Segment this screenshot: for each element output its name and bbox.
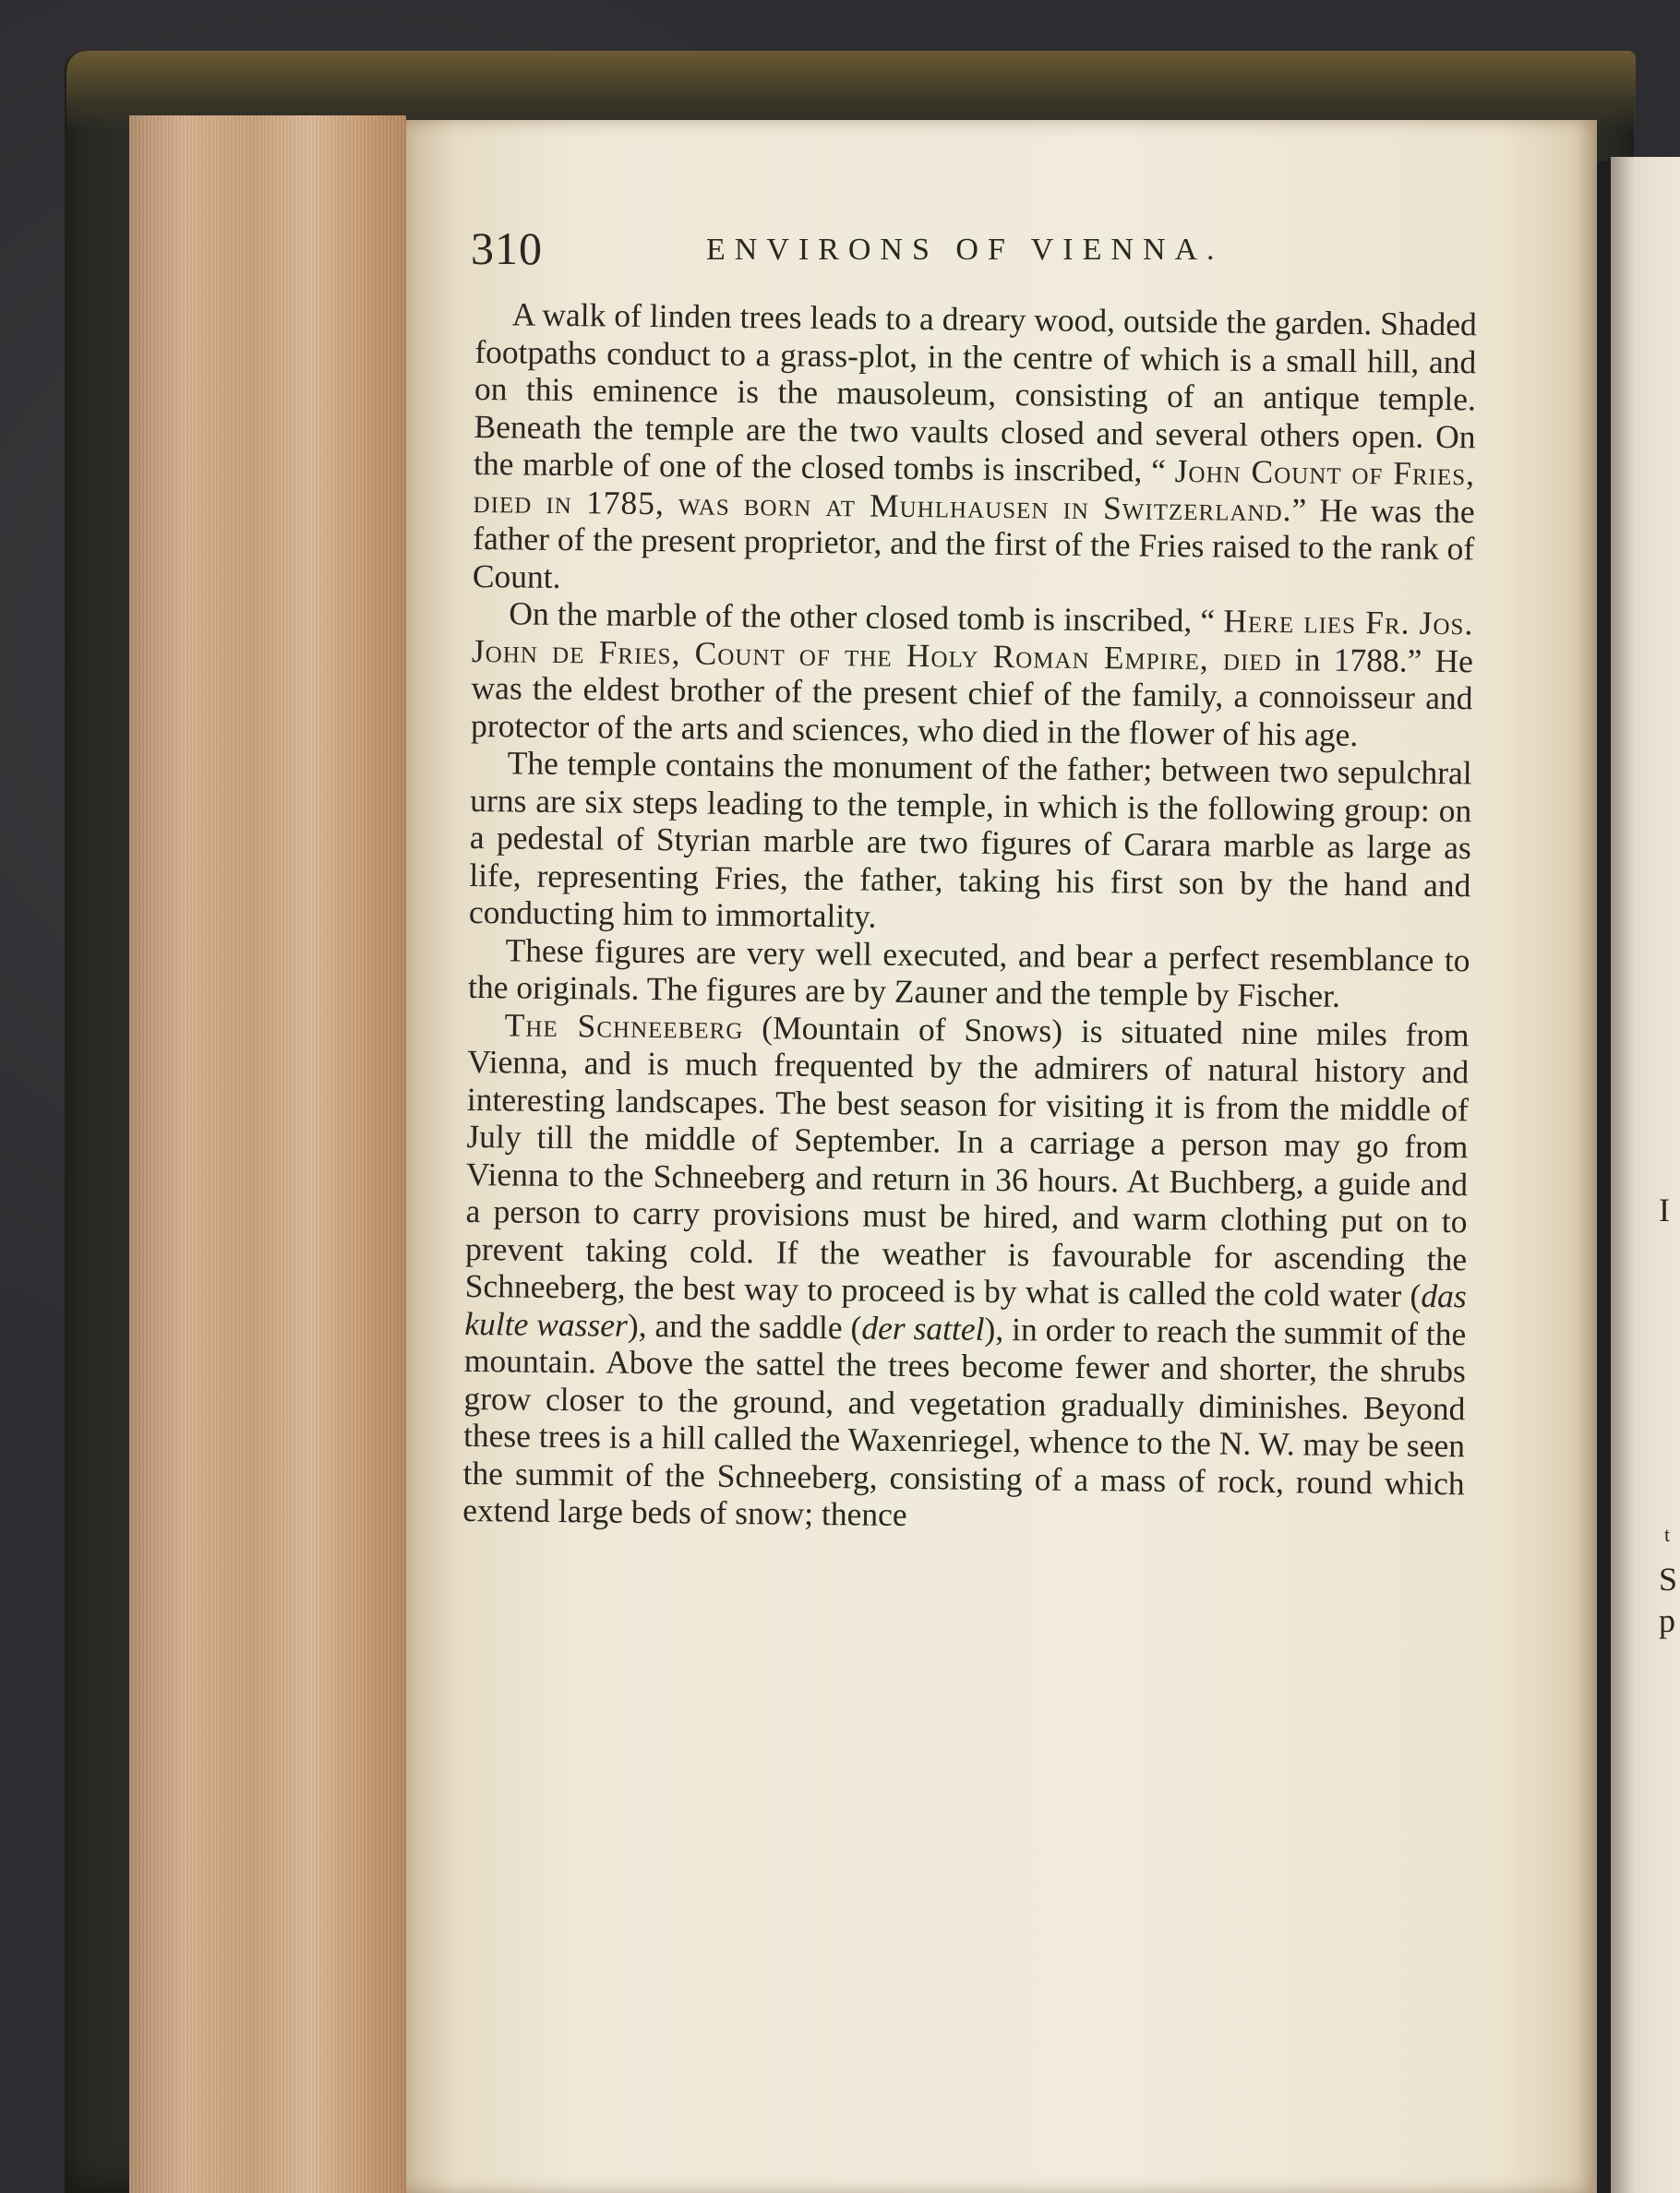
- page-number: 310: [471, 222, 543, 274]
- page-body: [462, 295, 1477, 1540]
- paragraph-text: ” He was the father of the present proprietor, and the first of the Fries raised to the rank of Count.: [472, 490, 1475, 595]
- paragraph: [462, 1005, 1470, 1539]
- foreign-term: der sattel: [861, 1308, 985, 1348]
- running-head: ENVIRONS OF VIENNA.: [706, 233, 1224, 267]
- section-lead: The Schneeberg: [504, 1005, 744, 1046]
- paragraph-text: A walk of linden trees leads to a dreary wood, outside the garden. Shaded footpaths conduct to a grass-plot, in the centre of which is a small hill, and on this eminence is the mausoleum, consisting of an antique temple. Beneath the temple are the two vaults closed and several others open. On the marble of one of the closed tombs is inscribed, “: [473, 295, 1477, 489]
- paragraph-text: On the marble of the other closed tomb is inscribed, “: [509, 594, 1224, 640]
- page-header: [471, 222, 1542, 286]
- paragraph-text: in 1788.” He was the eldest brother of the present chief of the family, a connoisseur and protector of the arts and sciences, who died in the flower of his age.: [470, 640, 1474, 753]
- facing-page: [1611, 157, 1680, 2193]
- inscription-text: John Count of Fries, died in 1785, was born at Muhlhausen in Switzerland.: [473, 451, 1476, 528]
- paragraph: These figures are very well executed, and bear a perfect resemblance to the originals. The figures are by Zauner and the temple by Fischer.: [467, 930, 1470, 1014]
- facing-page-fragment: S: [1659, 1561, 1678, 1598]
- paragraph: [471, 594, 1474, 754]
- inscription-text: Here lies Fr. Jos. John de Fries, Count of the Holy Roman Empire, died: [471, 602, 1474, 677]
- facing-page-fragment: t: [1664, 1523, 1671, 1546]
- paragraph: [473, 295, 1477, 605]
- paragraph-text: ), and the saddle (: [627, 1306, 862, 1346]
- facing-page-fragment: I: [1659, 1192, 1670, 1228]
- paragraph-text: ), in order to reach the summit of the mountain. Above the sattel the trees become fewer and shorter, the shrubs grow closer to the ground, and vegetation gradually diminishes. Beyond these trees is a hill called the Waxenriegel, whence to the N. W. may be seen the summit of the Schneeberg, consisting of a mass of rock, round which extend large beds of snow; thence: [462, 1310, 1467, 1533]
- foreign-term: das kulte wasser: [464, 1276, 1467, 1344]
- facing-page-fragment: p: [1659, 1602, 1675, 1639]
- paragraph: The temple contains the monument of the father; between two sepulchral urns are six steps leading to the temple, in which is the following group: on a pedestal of Styrian marble are two figures of Carara marble as large as life, representing Fries, the father, taking his first son by the hand and conducting him to immortality.: [468, 744, 1472, 935]
- page-edges: [129, 115, 406, 2193]
- paragraph-text: (Mountain of Snows) is situated nine miles from Vienna, and is much frequented by the admirers of natural history and interesting landscapes. The best season for visiting it is from the middle of July till the middle of September. In a carriage a person may go from Vienna to the Schneeberg and return in 36 hours. At Buchberg, a guide and a person to carry provisions must be hired, and warm clothing put on to prevent taking cold. If the weather is favourable for ascending the Schneeberg, the best way to proceed is by what is called the cold water (: [464, 1008, 1470, 1314]
